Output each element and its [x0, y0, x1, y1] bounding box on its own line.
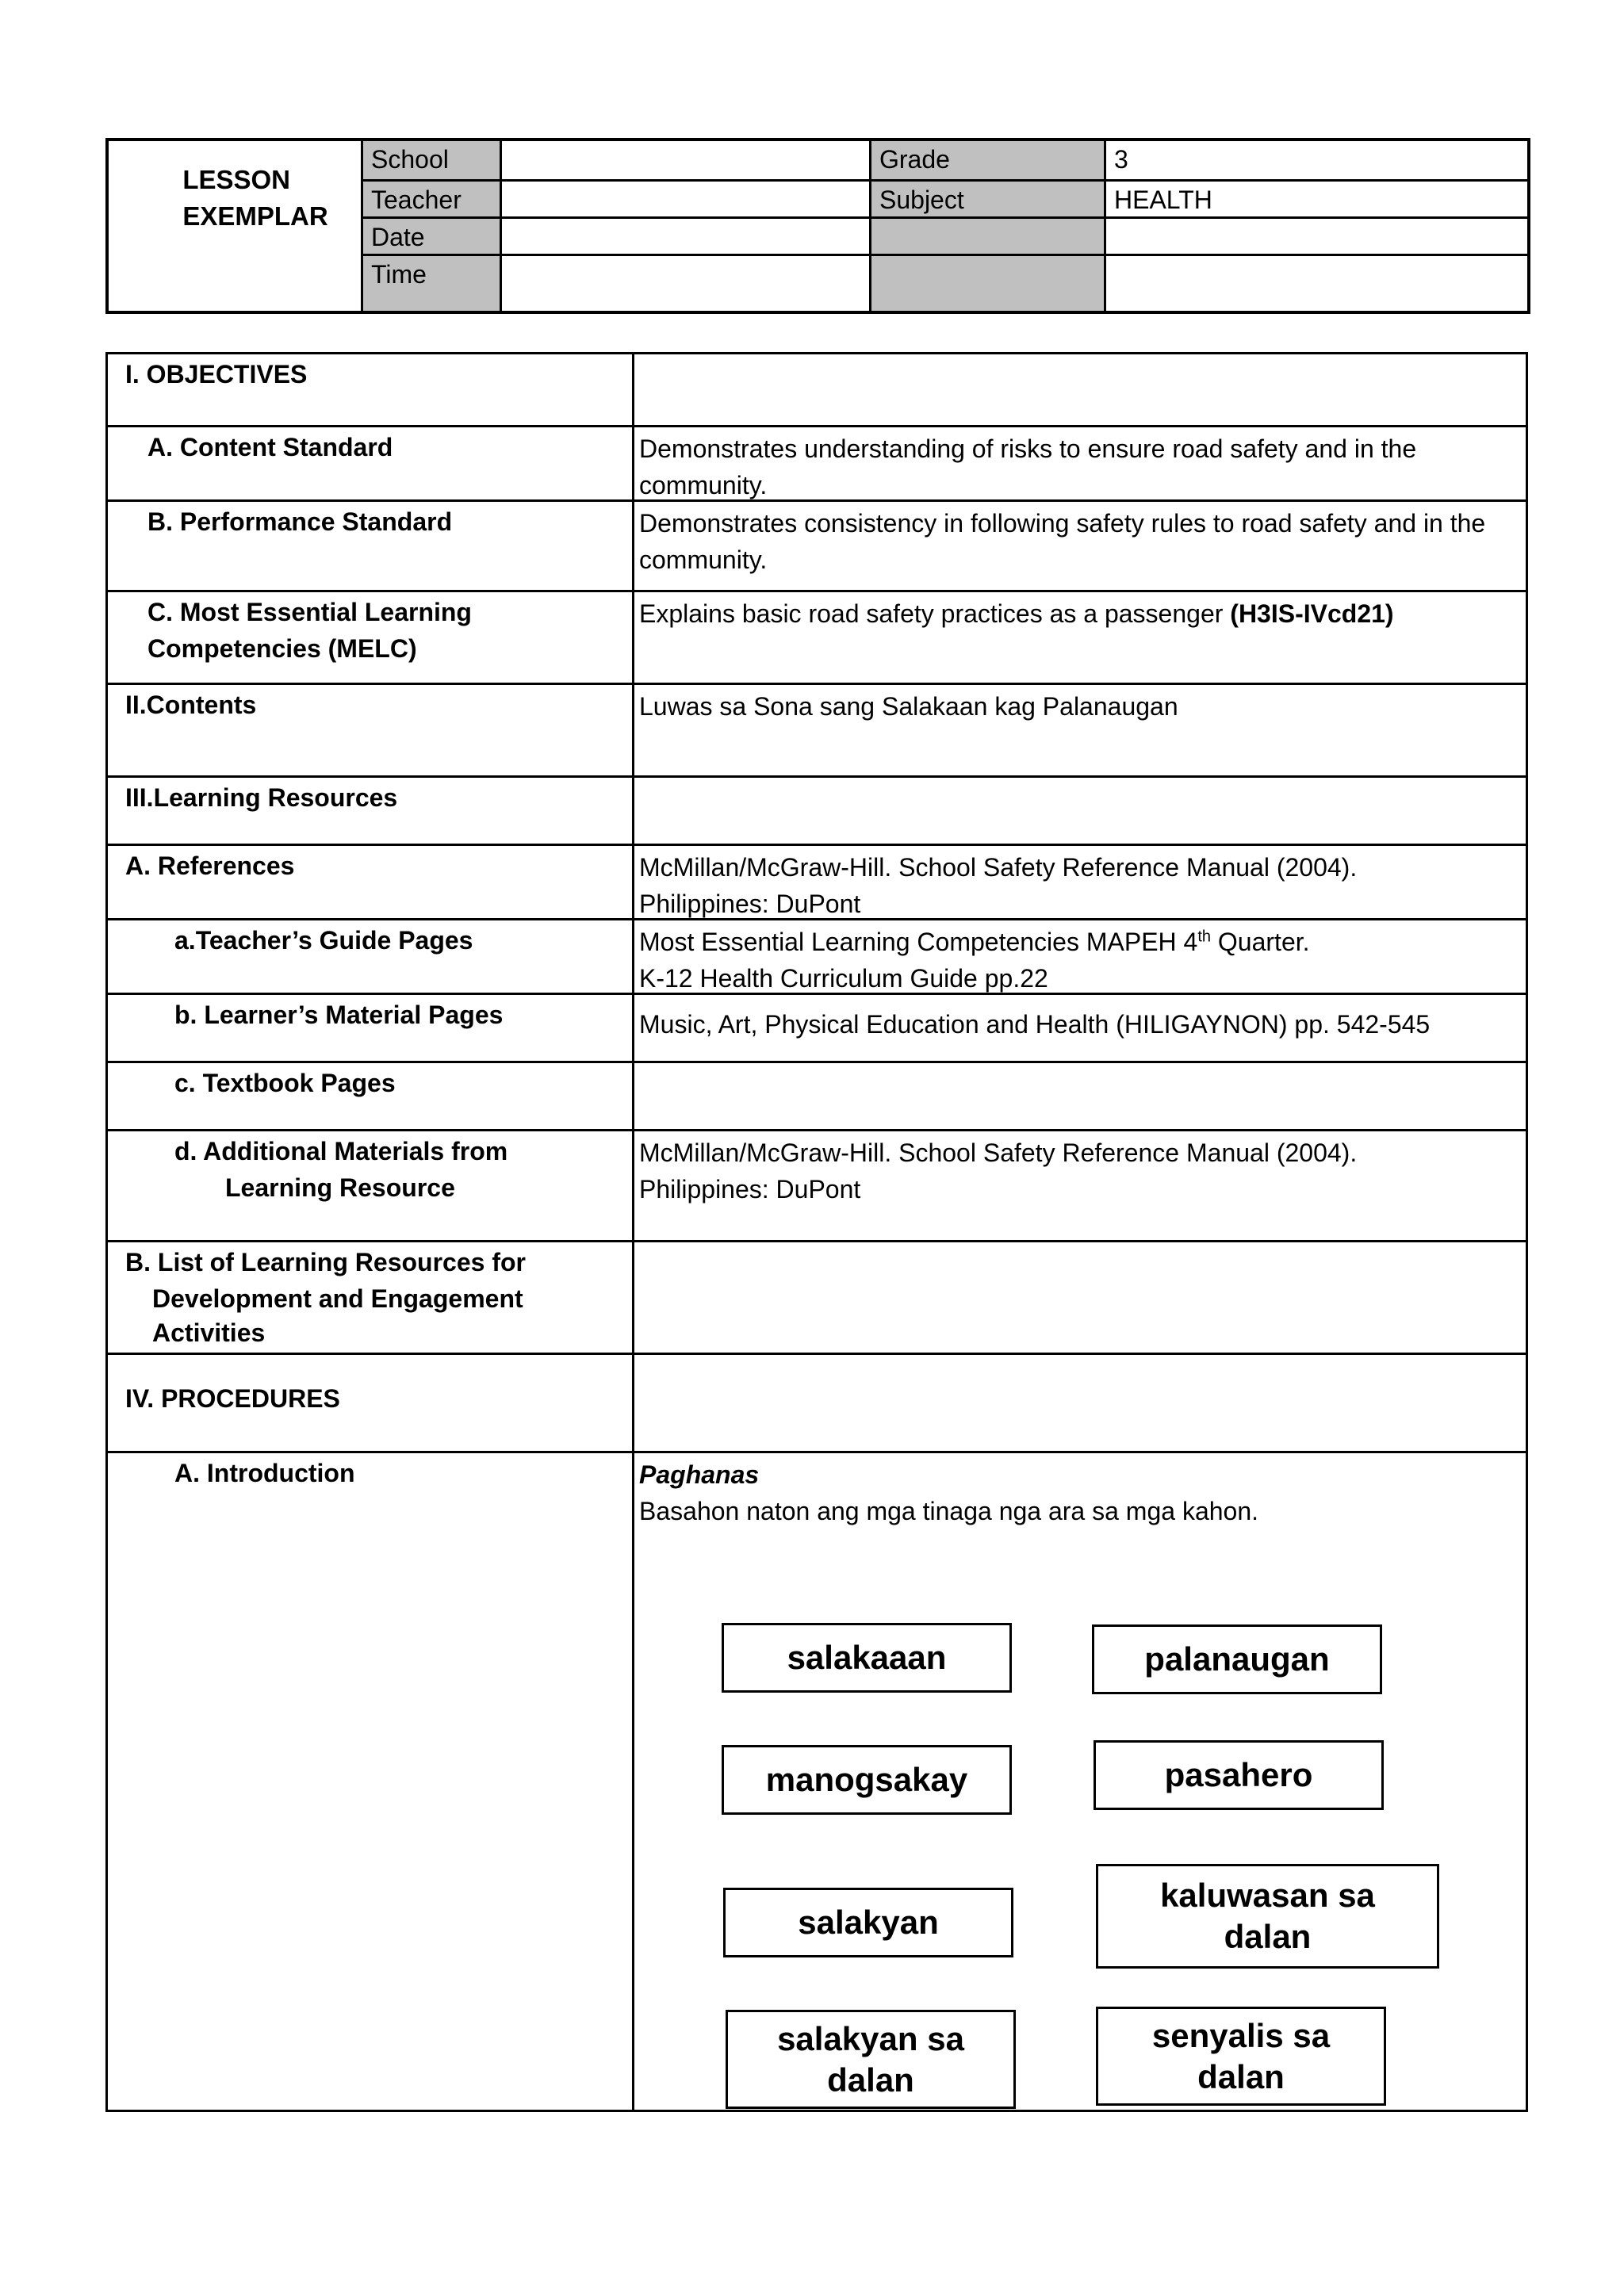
- teachers-guide-line-2: K-12 Health Curriculum Guide pp.22: [639, 964, 1048, 993]
- references-label: A. References: [108, 846, 634, 918]
- row-learning-resources: [108, 778, 1526, 846]
- time-label: Time: [361, 254, 500, 311]
- list-learning-resources-value: [634, 1242, 1526, 1353]
- row-performance-standard: [108, 502, 1526, 592]
- header-grid: [361, 141, 1530, 311]
- procedures-heading: IV. PROCEDURES: [108, 1355, 634, 1451]
- teacher-label: Teacher: [361, 179, 500, 216]
- header-table: [105, 138, 1530, 314]
- row-additional-materials: [108, 1131, 1526, 1242]
- row-references: [108, 846, 1526, 920]
- subject-label: Subject: [869, 179, 1104, 216]
- grade-value: 3: [1104, 141, 1530, 179]
- list-learning-resources-label: [108, 1242, 634, 1353]
- grade-label: Grade: [869, 141, 1104, 179]
- word-box-manogsakay: manogsakay: [722, 1745, 1012, 1815]
- list-label-line-1: B. List of Learning Resources for: [125, 1248, 526, 1276]
- melc-code: (H3IS-IVcd21): [1230, 599, 1394, 628]
- melc-label-line-2: Competencies (MELC): [147, 634, 417, 663]
- learning-resources-value: [634, 778, 1526, 844]
- melc-value-cell: [634, 592, 1526, 683]
- learners-material-label: b. Learner’s Material Pages: [108, 995, 634, 1061]
- additional-line-2: Philippines: DuPont: [639, 1175, 861, 1203]
- additional-materials-label: [108, 1131, 634, 1240]
- teachers-guide-label: a.Teacher’s Guide Pages: [108, 920, 634, 993]
- word-box-senyalis-sa-dalan: senyalis sa dalan: [1096, 2007, 1386, 2106]
- content-standard-label: A. Content Standard: [108, 427, 634, 499]
- teachers-guide-line-1-sup: th: [1197, 928, 1212, 946]
- melc-label-line-1: C. Most Essential Learning: [147, 598, 472, 626]
- learners-material-value: Music, Art, Physical Education and Health (HILIGAYNON) pp. 542-545: [639, 1010, 1431, 1039]
- lesson-plan-table: [105, 352, 1528, 2112]
- word-box-salakyan-sa-dalan: salakyan sa dalan: [726, 2010, 1016, 2109]
- melc-label: [108, 592, 634, 683]
- procedures-value: [634, 1355, 1526, 1451]
- row-content-standard: [108, 427, 1526, 502]
- contents-heading: II.Contents: [108, 685, 634, 775]
- references-line-1: McMillan/McGraw-Hill. School Safety Reference Manual (2004).: [639, 853, 1358, 882]
- lesson-exemplar-title: [109, 141, 362, 311]
- introduction-instruction: Basahon naton ang mga tinaga nga ara sa mga kahon.: [639, 1497, 1259, 1525]
- learning-resources-heading: III.Learning Resources: [108, 778, 634, 844]
- date-value: [500, 216, 869, 254]
- word-box-salakyan: salakyan: [723, 1888, 1013, 1957]
- textbook-value: [634, 1063, 1526, 1129]
- date-label: Date: [361, 216, 500, 254]
- word-box-pasahero: pasahero: [1094, 1740, 1384, 1810]
- title-line-2: EXEMPLAR: [182, 201, 328, 231]
- melc-value: Explains basic road safety practices as a passenger: [639, 599, 1224, 628]
- teachers-guide-line-1: [639, 924, 1518, 960]
- performance-standard-label: B. Performance Standard: [108, 502, 634, 590]
- list-label-line-3: Activities: [152, 1318, 266, 1347]
- row-contents: [108, 685, 1526, 778]
- textbook-label: c. Textbook Pages: [108, 1063, 634, 1129]
- blank-grey-cell-2: [869, 254, 1104, 311]
- subject-value: HEALTH: [1104, 179, 1530, 216]
- teachers-guide-line-1-post: Quarter.: [1211, 928, 1310, 956]
- additional-line-1: McMillan/McGraw-Hill. School Safety Reference Manual (2004).: [639, 1138, 1358, 1167]
- additional-materials-value: [634, 1131, 1526, 1240]
- row-teachers-guide: [108, 920, 1526, 995]
- word-box-palanaugan: palanaugan: [1092, 1624, 1382, 1694]
- teachers-guide-line-1-pre: Most Essential Learning Competencies MAPEH 4: [639, 928, 1198, 956]
- additional-label-line-1: d. Additional Materials from: [174, 1137, 508, 1165]
- time-value: [500, 254, 869, 311]
- teacher-value: [500, 179, 869, 216]
- content-standard-value: Demonstrates understanding of risks to ensure road safety and in the community.: [639, 434, 1417, 499]
- title-line-1: LESSON: [182, 165, 291, 194]
- performance-standard-value: Demonstrates consistency in following safety rules to road safety and in the community.: [639, 509, 1486, 574]
- word-box-salakaaan: salakaaan: [722, 1623, 1012, 1693]
- school-value: [500, 141, 869, 179]
- introduction-label: A. Introduction: [108, 1453, 634, 2110]
- contents-value: Luwas sa Sona sang Salakaan kag Palanaugan: [639, 692, 1178, 721]
- references-line-2: Philippines: DuPont: [639, 890, 861, 918]
- school-label: School: [361, 141, 500, 179]
- row-list-learning-resources: [108, 1242, 1526, 1355]
- introduction-title: Paghanas: [639, 1460, 760, 1489]
- blank-grey-cell-1: [869, 216, 1104, 254]
- row-learners-material: [108, 995, 1526, 1063]
- row-melc: [108, 592, 1526, 685]
- references-value: [634, 846, 1526, 918]
- blank-cell-2: [1104, 254, 1530, 311]
- blank-cell-1: [1104, 216, 1530, 254]
- objectives-heading: I. OBJECTIVES: [108, 354, 634, 425]
- objectives-value: [634, 354, 1526, 425]
- additional-label-line-2: Learning Resource: [225, 1173, 455, 1202]
- word-box-kaluwasan-sa-dalan: kaluwasan sa dalan: [1096, 1864, 1439, 1969]
- list-label-line-2: Development and Engagement: [152, 1284, 523, 1313]
- row-procedures: [108, 1355, 1526, 1453]
- row-objectives: [108, 354, 1526, 427]
- teachers-guide-value: [634, 920, 1526, 993]
- row-textbook: [108, 1063, 1526, 1131]
